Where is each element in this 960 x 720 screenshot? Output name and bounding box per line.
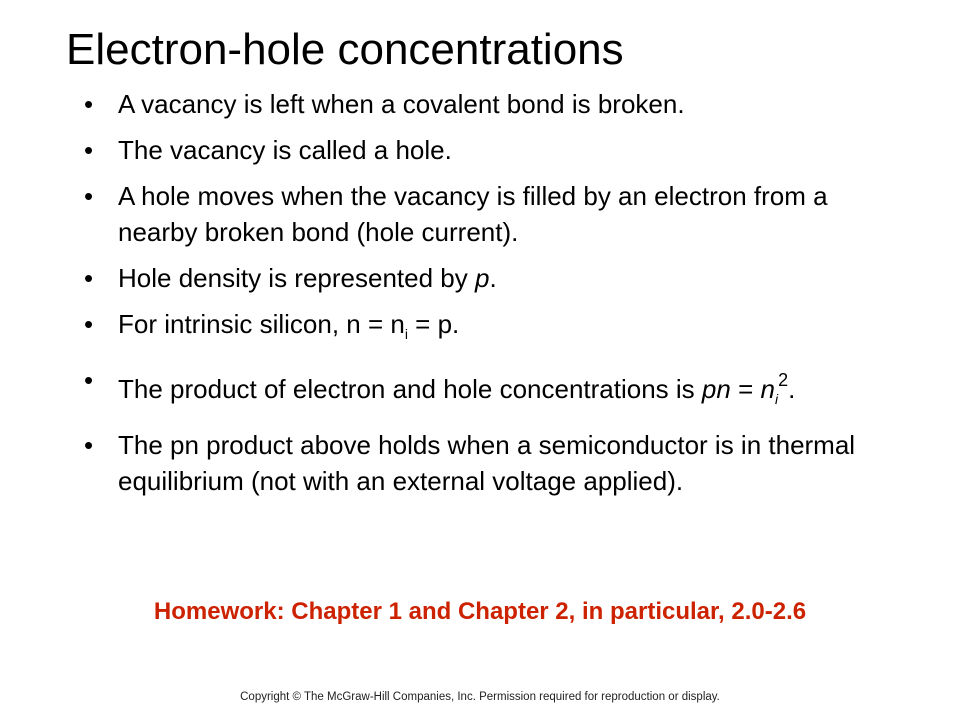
bullet-item: [80, 362, 910, 417]
bullet-text: A hole moves when the vacancy is filled by an electron from a nearby broken bond (hole current).: [118, 181, 828, 247]
subscript-i: i: [774, 391, 779, 407]
homework-note: Homework: Chapter 1 and Chapter 2, in particular, 2.0-2.6: [153, 598, 807, 625]
variable-pn: pn: [701, 374, 731, 404]
bullet-marker: •: [84, 89, 94, 119]
superscript-2: 2: [778, 370, 789, 390]
bullet-text: The pn product above holds when a semiconductor is in thermal equilibrium (not with an external voltage applied).: [118, 430, 856, 496]
bullet-item: [80, 427, 910, 499]
copyright-notice: Copyright © The McGraw-Hill Companies, Inc. Permission required for reproduction or display.: [240, 691, 720, 703]
bullet-marker: •: [84, 181, 94, 211]
bullet-item: [80, 260, 910, 296]
bullet-list: [80, 86, 910, 509]
bullet-item: [80, 86, 910, 122]
bullet-marker: •: [84, 430, 94, 460]
bullet-item: [80, 132, 910, 168]
bullet-text: A vacancy is left when a covalent bond is broken.: [118, 89, 685, 119]
subscript-i: i: [404, 326, 408, 342]
bullet-marker: •: [84, 309, 94, 339]
bullet-text: Hole density is represented by p.: [118, 263, 497, 293]
bullet-text: The vacancy is called a hole.: [118, 135, 452, 165]
bullet-text: For intrinsic silicon, $n = n_i = p$.: [118, 309, 460, 342]
variable-n: n: [760, 374, 775, 404]
bullet-item: [80, 178, 910, 250]
slide-title: Electron-hole concentrations: [66, 25, 624, 74]
bullet-marker: •: [84, 263, 94, 293]
bullet-item: [80, 306, 910, 352]
variable-p: p: [474, 263, 490, 293]
bullet-marker: •: [84, 365, 94, 395]
bullet-text: The product of electron and hole concentrations is pn = $n_i^2$.: [118, 370, 796, 407]
bullet-marker: •: [84, 135, 94, 165]
